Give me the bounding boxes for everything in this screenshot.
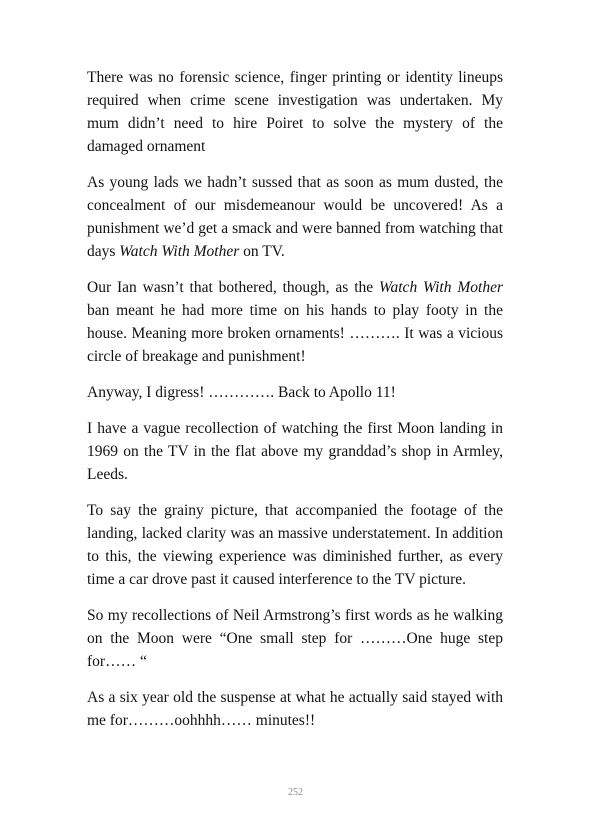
paragraph: Our Ian wasn’t that bothered, though, as the Watch With Mother ban meant he had more time on his hands to play footy in the house. Meaning more broken ornaments! ………. It was a vicious circle of breakage and punishment! [87,279,503,365]
paragraph: Anyway, I digress! …………. Back to Apollo 11! [87,384,396,401]
paragraph: So my recollections of Neil Armstrong’s first words as he walking on the Moon were “One small step for ………One huge step for…… “ [87,607,503,670]
paragraph: I have a vague recollection of watching the first Moon landing in 1969 on the TV in the flat above my granddad’s shop in Armley, Leeds. [87,420,503,483]
paragraph: To say the grainy picture, that accompanied the footage of the landing, lacked clarity was an massive understatement. In addition to this, the viewing experience was diminished further, as every time a car drove past it caused interference to the TV picture. [87,502,503,588]
tv-show-title: Watch With Mother [119,243,240,260]
page-number: 252 [288,787,303,798]
paragraph: There was no forensic science, finger printing or identity lineups required when crime scene investigation was undertaken. My mum didn’t need to hire Poiret to solve the mystery of the damaged ornament [87,69,503,155]
body-text [87,66,503,745]
tv-show-title: Watch With Mother [379,279,503,296]
paragraph: As a six year old the suspense at what he actually said stayed with me for………oohhhh…… minutes!! [87,689,503,729]
paragraph: As young lads we hadn’t sussed that as soon as mum dusted, the concealment of our misdemeanour would be uncovered! As a punishment we’d get a smack and were banned from watching that days Watch With Mother on TV. [87,174,503,260]
